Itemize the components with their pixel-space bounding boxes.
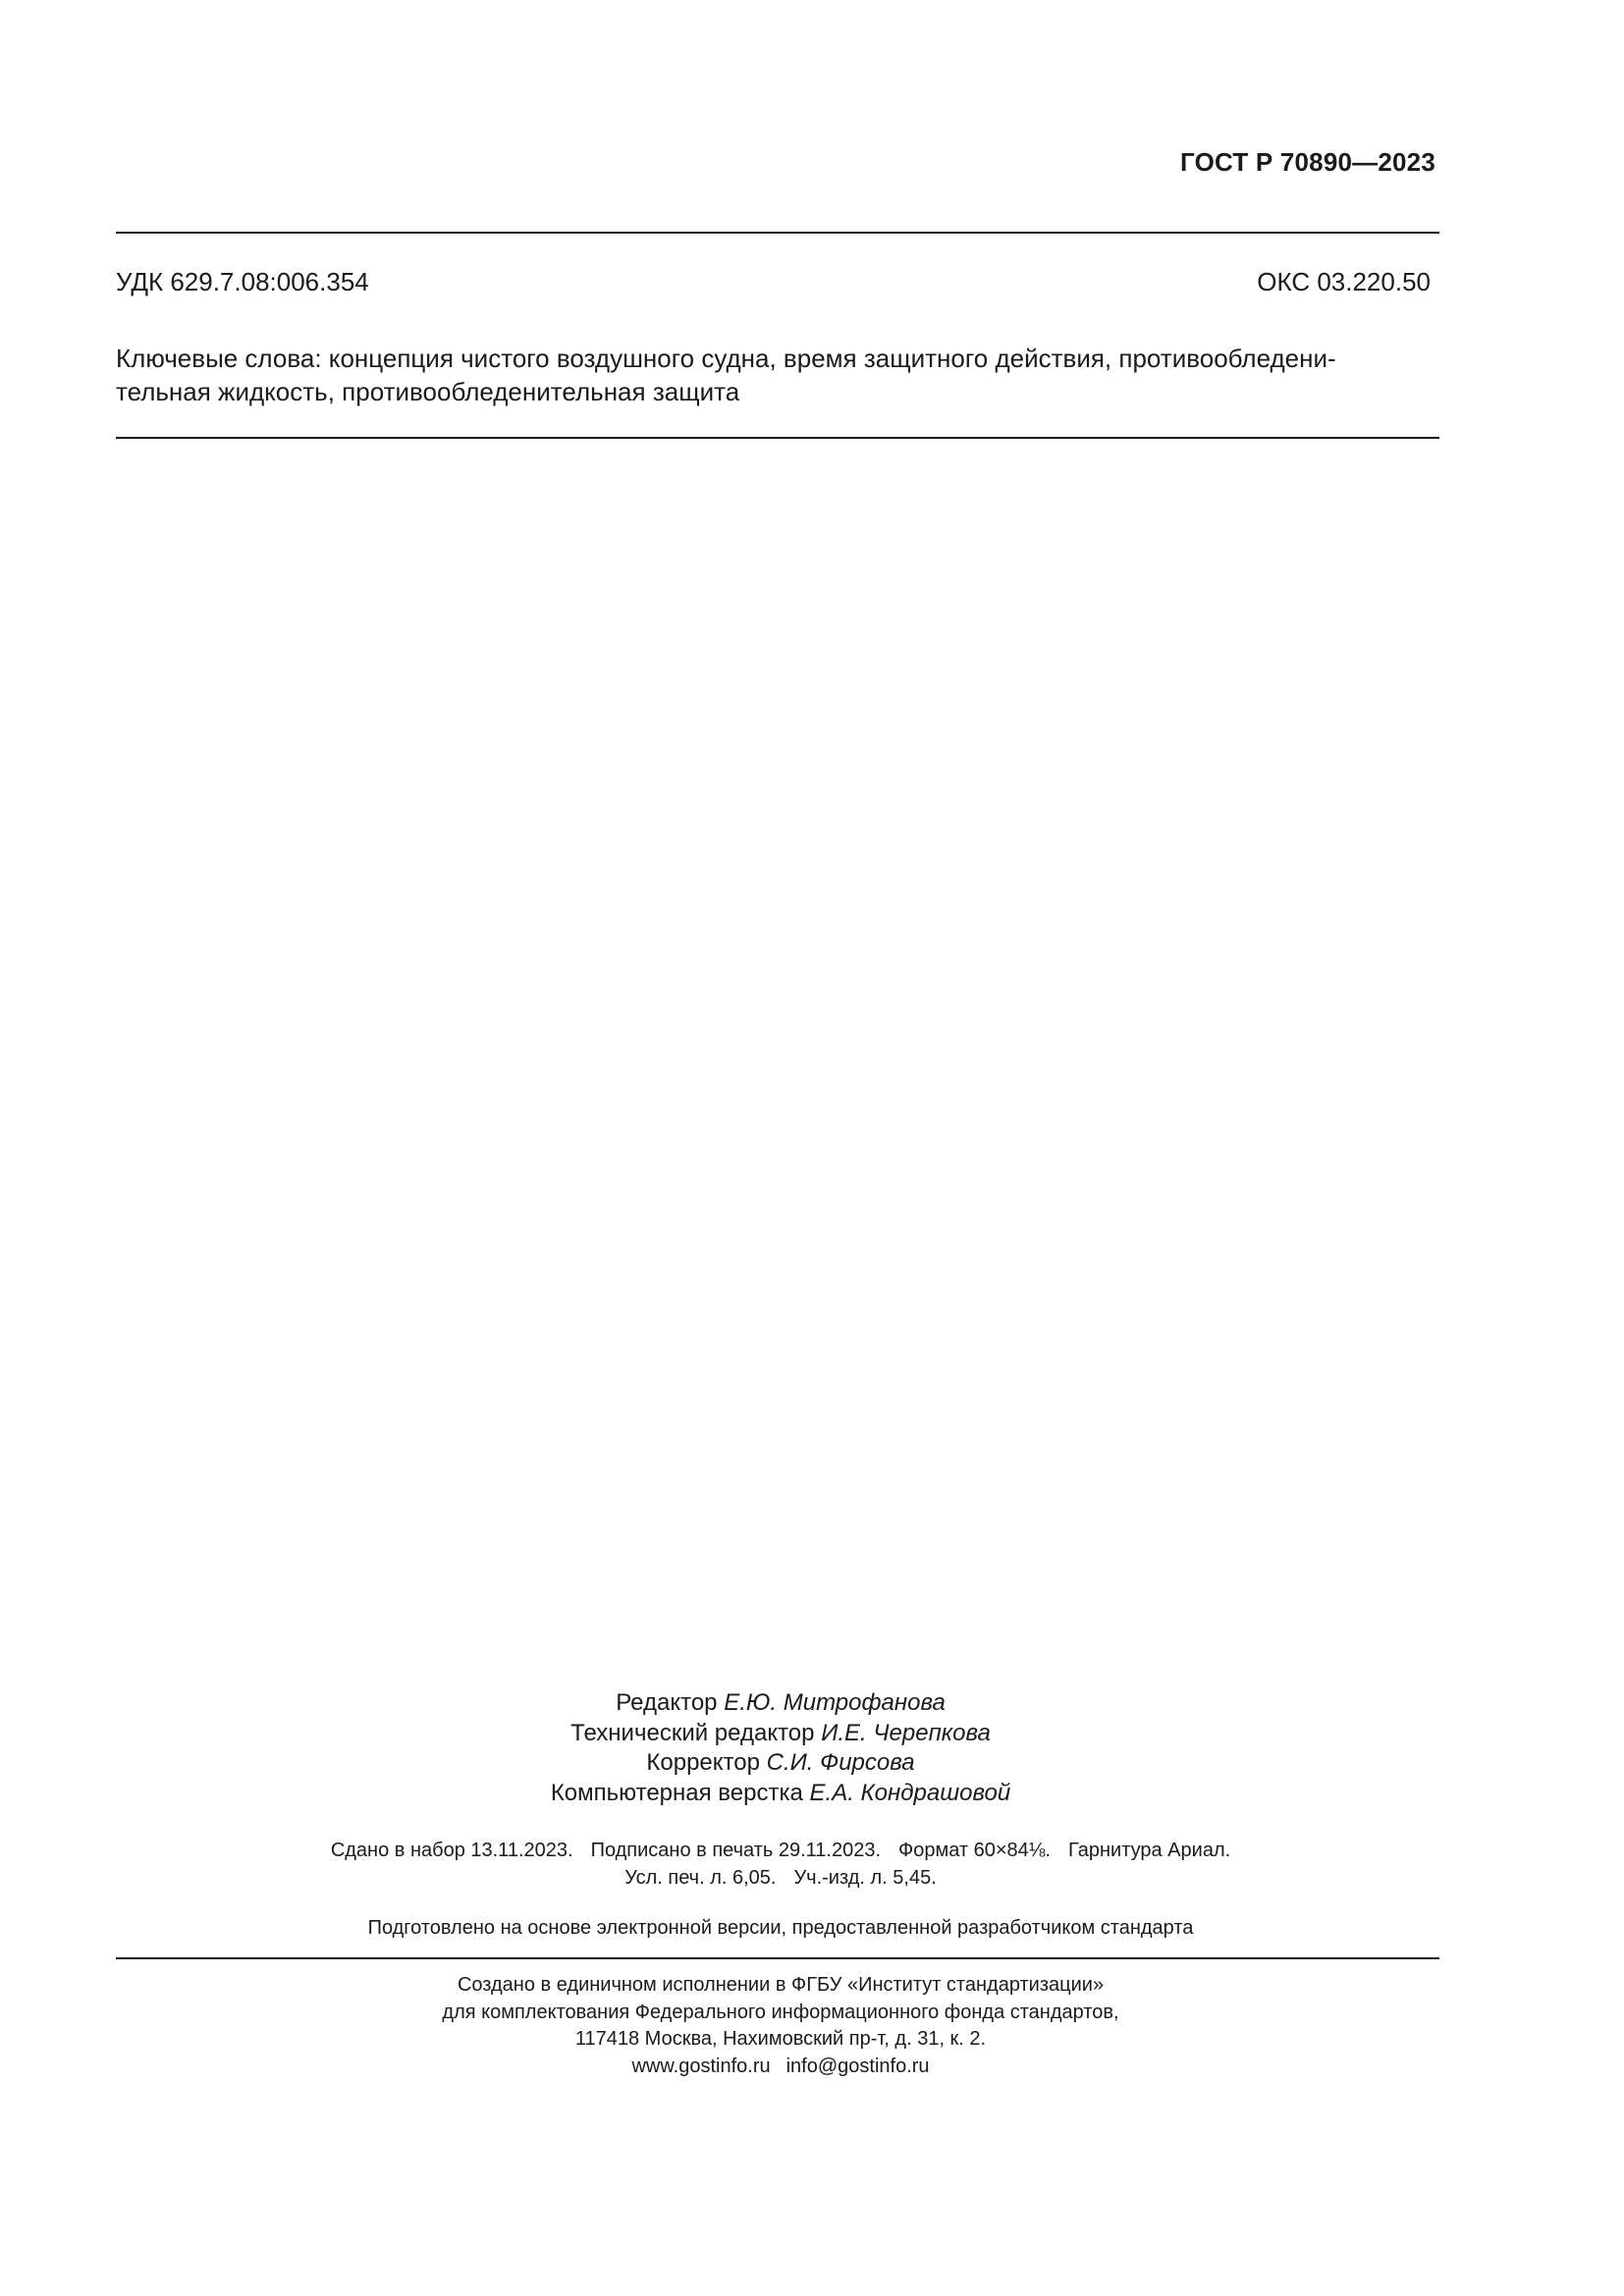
credit-name: С.И. Фирсова: [766, 1749, 915, 1776]
top-divider: [116, 232, 1439, 234]
keywords-line-2: тельная жидкость, противообледенительная защита: [116, 377, 740, 406]
credit-role: Компьютерная верстка: [550, 1779, 803, 1806]
print-info-line-1: [0, 1837, 1561, 1864]
credit-name: И.Е. Черепкова: [821, 1719, 991, 1746]
publisher-contacts: [0, 2054, 1561, 2081]
credit-layout: [0, 1779, 1561, 1809]
keywords-block: [116, 342, 1443, 408]
credit-name: Е.А. Кондрашовой: [809, 1779, 1011, 1806]
email-link[interactable]: info@gostinfo.ru: [785, 2055, 930, 2077]
print-info-block: [0, 1837, 1561, 1892]
credit-role: Корректор: [646, 1749, 760, 1776]
oks-code: ОКС 03.220.50: [1257, 267, 1431, 296]
publish-sheets: Уч.-изд. л. 5,45.: [793, 1867, 937, 1889]
credit-proofreader: [0, 1748, 1561, 1779]
publisher-block: [0, 1972, 1561, 2080]
print-sheets: Усл. печ. л. 6,05.: [624, 1867, 777, 1889]
credit-role: Редактор: [616, 1689, 718, 1716]
signed-date: Подписано в печать 29.11.2023.: [590, 1840, 882, 1861]
credit-name: Е.Ю. Митрофанова: [724, 1689, 946, 1716]
credit-tech-editor: [0, 1719, 1561, 1749]
paper-format: Формат 60×84⅛.: [898, 1840, 1052, 1861]
typeface: Гарнитура Ариал.: [1068, 1840, 1231, 1861]
publisher-line-1: Создано в единичном исполнении в ФГБУ «Институт стандартизации»: [457, 1974, 1105, 1996]
credits-block: [0, 1688, 1561, 1808]
credit-editor: [0, 1688, 1561, 1719]
publisher-divider: [116, 1957, 1439, 1959]
submitted-date: Сдано в набор 13.11.2023.: [330, 1840, 573, 1861]
keywords-line-1: Ключевые слова: концепция чистого воздушного судна, время защитного действия, противообледени-: [116, 344, 1336, 373]
keywords-divider: [116, 437, 1439, 439]
credit-role: Технический редактор: [570, 1719, 815, 1746]
standard-code: ГОСТ Р 70890—2023: [1180, 147, 1435, 177]
website-link[interactable]: www.gostinfo.ru: [631, 2055, 771, 2077]
prepared-note: Подготовлено на основе электронной версии, предоставленной разработчиком стандарта: [367, 1917, 1194, 1939]
publisher-address: 117418 Москва, Нахимовский пр-т, д. 31, к. 2.: [574, 2028, 987, 2050]
publisher-line-2: для комплектования Федерального информационного фонда стандартов,: [442, 2001, 1119, 2023]
print-info-line-2: [0, 1864, 1561, 1892]
udk-code: УДК 629.7.08:006.354: [116, 267, 369, 296]
